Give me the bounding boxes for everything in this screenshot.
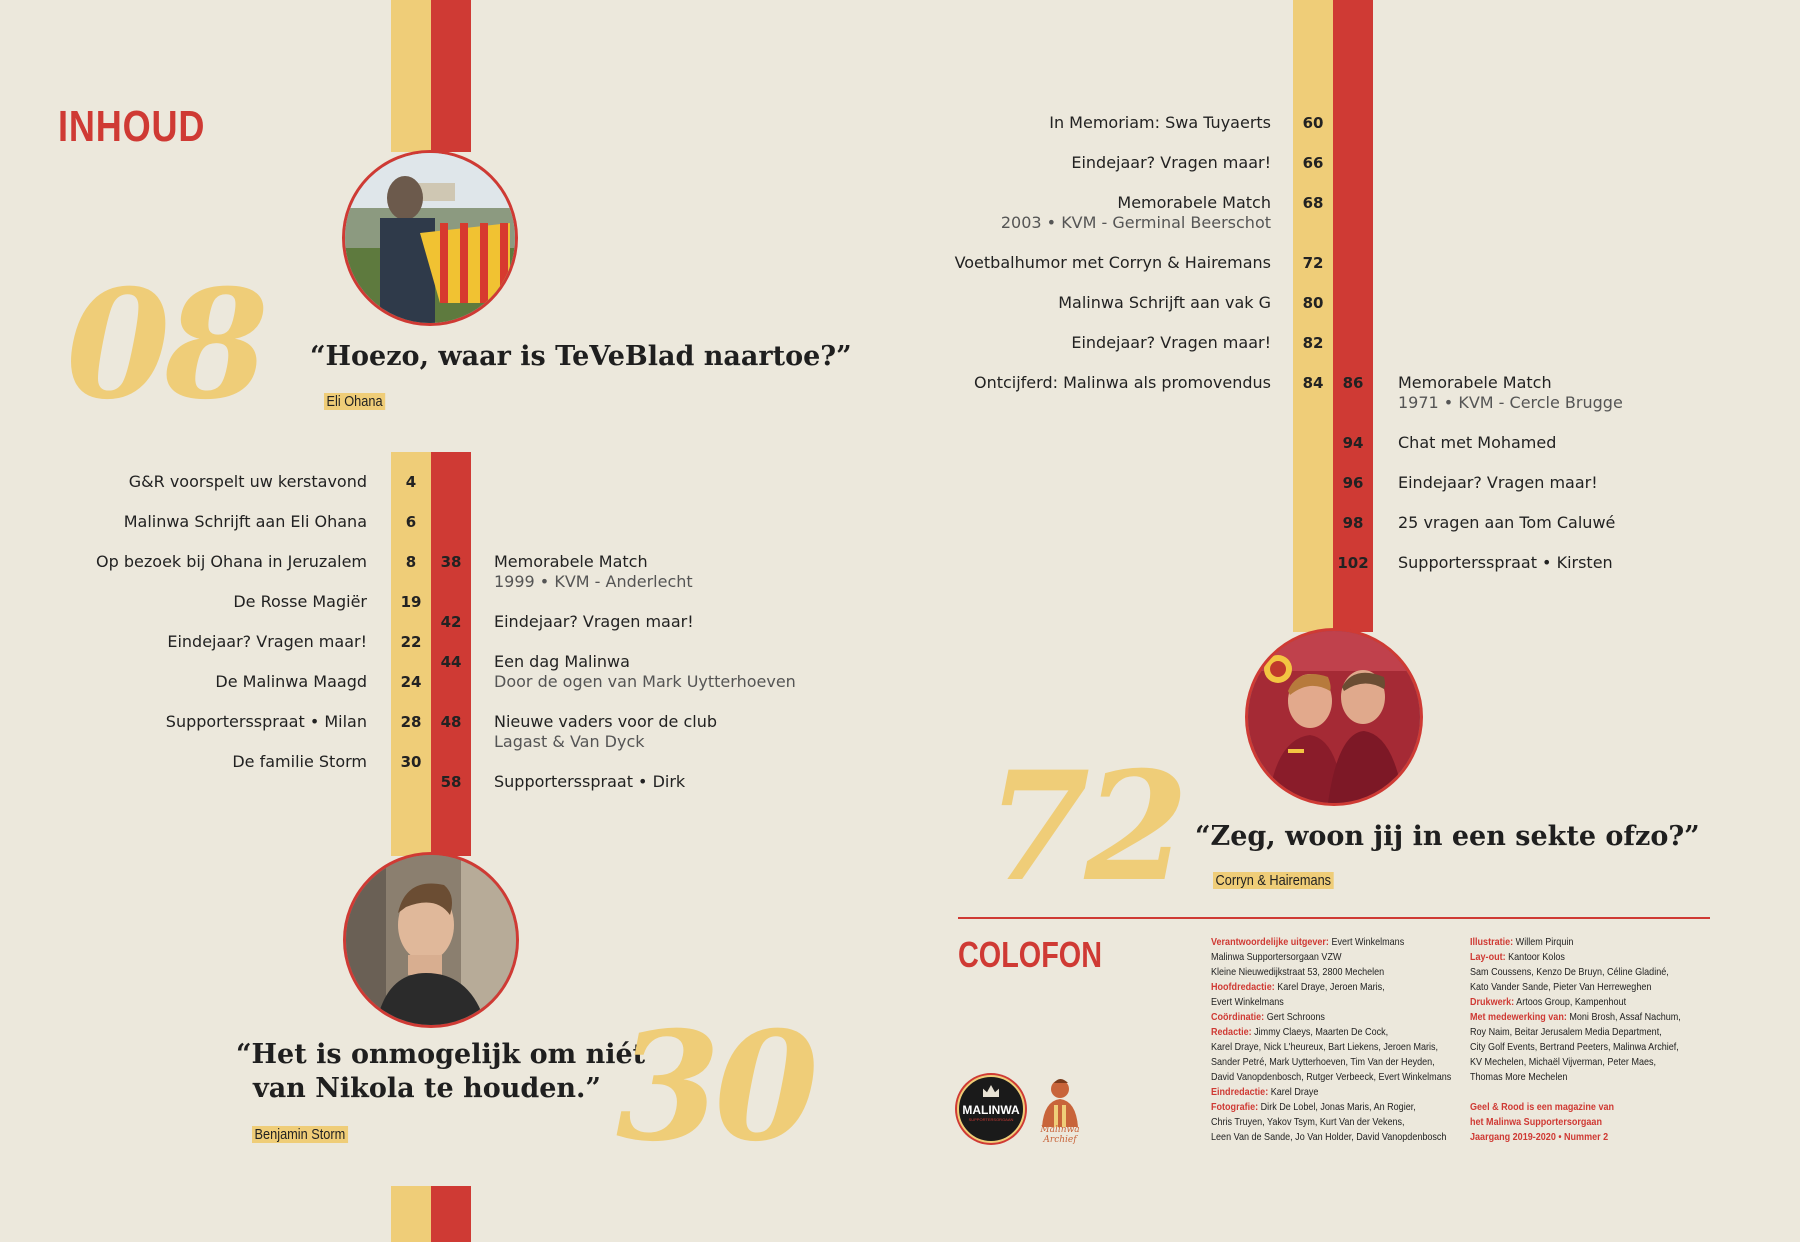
feature-byline-30: Benjamin Storm	[252, 1126, 348, 1143]
stripe-yellow-left-bottom	[391, 1186, 431, 1242]
toc-entry[interactable]	[1398, 513, 1615, 533]
malinwa-logo-subtext: SUPPORTERSORGAAN	[968, 1117, 1014, 1122]
credit-line: Roy Naim, Beitar Jerusalem Media Department,	[1470, 1026, 1662, 1038]
toc-entry-page[interactable]: 8	[405, 553, 417, 571]
toc-entry[interactable]	[1071, 153, 1271, 173]
credit-line: Chris Truyen, Yakov Tsym, Kurt Van der Vekens,	[1211, 1116, 1405, 1128]
archief-figure-icon	[1034, 1075, 1086, 1127]
stripe-yellow-right	[1293, 0, 1333, 632]
photo-eli-ohana	[342, 150, 518, 326]
toc-entry-title: 25 vragen aan Tom Caluwé	[1398, 513, 1616, 532]
credit-line: Evert Winkelmans	[1211, 996, 1284, 1008]
toc-entry-subtitle: 1971 • KVM - Cercle Brugge	[1398, 393, 1623, 412]
toc-entry[interactable]	[494, 612, 694, 632]
malinwa-archief-logo	[1034, 1075, 1086, 1145]
credit-line: Sander Petré, Mark Uytterhoeven, Tim Van der Heyden,	[1211, 1056, 1435, 1068]
toc-entry-page[interactable]: 98	[1342, 514, 1364, 532]
toc-entry-title: Eindejaar? Vragen maar!	[1071, 153, 1271, 172]
toc-entry-page[interactable]: 84	[1302, 374, 1324, 392]
toc-entry-title: Ontcijferd: Malinwa als promovendus	[973, 373, 1271, 392]
feature-number-08: 08	[66, 257, 263, 433]
toc-entry-page[interactable]: 94	[1342, 434, 1364, 452]
credit-line: City Golf Events, Bertrand Peeters, Malinwa Archief,	[1470, 1041, 1679, 1053]
feature-byline-72: Corryn & Hairemans	[1213, 872, 1334, 889]
toc-entry[interactable]	[494, 552, 693, 592]
toc-entry[interactable]	[494, 772, 685, 792]
toc-entry-page[interactable]: 80	[1302, 294, 1324, 312]
toc-entry-title: Eindejaar? Vragen maar!	[1071, 333, 1271, 352]
archief-logo-text-1: Malinwa	[1040, 1125, 1080, 1135]
toc-entry-title[interactable]: Malinwa Schrijft aan Eli Ohana	[123, 512, 367, 531]
photo-corryn-hairemans	[1245, 628, 1423, 806]
credit-line: Met medewerking van: Moni Brosh, Assaf Nachum,	[1470, 1011, 1681, 1023]
toc-entry[interactable]	[1001, 193, 1271, 233]
toc-entry-title: Eindejaar? Vragen maar!	[494, 612, 694, 631]
credit-line: Kleine Nieuwedijkstraat 53, 2800 Mechelen	[1211, 966, 1385, 978]
toc-entry-title[interactable]: De Malinwa Maagd	[215, 672, 367, 691]
feature-quote-08: “Hoezo, waar is TeVeBlad naartoe?”	[310, 341, 852, 372]
toc-entry-title: Memorabele Match	[494, 552, 648, 571]
malinwa-logo-text: MALINWA	[962, 1103, 1020, 1117]
toc-entry-subtitle: 2003 • KVM - Germinal Beerschot	[1000, 213, 1271, 232]
credit-line: Hoofdredactie: Karel Draye, Jeroen Maris,	[1211, 981, 1385, 993]
toc-entry-page[interactable]: 86	[1342, 374, 1364, 392]
credit-line: Kato Vander Sande, Pieter Van Herreweghen	[1470, 981, 1652, 993]
toc-entry-title: Supportersspraat • Dirk	[494, 772, 686, 791]
toc-entry-page[interactable]: 66	[1302, 154, 1324, 172]
toc-entry-subtitle: Lagast & Van Dyck	[494, 732, 645, 751]
stripe-yellow-left-top	[391, 0, 431, 152]
toc-entry-page[interactable]: 28	[400, 713, 422, 731]
feature-quote-30-line1: “Het is onmogelijk om niét	[236, 1039, 646, 1070]
toc-entry-title[interactable]: Supportersspraat • Milan	[165, 712, 367, 731]
credit-line: Sam Coussens, Kenzo De Bruyn, Céline Gladiné,	[1470, 966, 1669, 978]
footer-line: het Malinwa Supportersorgaan	[1470, 1116, 1602, 1128]
feature-number-30: 30	[616, 999, 813, 1175]
stripe-red-left-bottom	[431, 1186, 471, 1242]
feature-quote-30-line2: van Nikola te houden.”	[253, 1073, 601, 1104]
malinwa-logo	[957, 1075, 1025, 1143]
toc-entry-subtitle: 1999 • KVM - Anderlecht	[494, 572, 693, 591]
toc-entry-page[interactable]: 30	[400, 753, 422, 771]
toc-entry-page[interactable]: 24	[400, 673, 422, 691]
toc-entry-page[interactable]: 82	[1302, 334, 1324, 352]
credit-line: Illustratie: Willem Pirquin	[1470, 936, 1574, 948]
credit-line: Thomas More Mechelen	[1470, 1071, 1568, 1083]
toc-entry-title[interactable]: G&R voorspelt uw kerstavond	[128, 472, 367, 491]
toc-entry-page[interactable]: 6	[405, 513, 417, 531]
toc-entry-page[interactable]: 44	[440, 653, 462, 671]
toc-entry[interactable]	[1058, 293, 1271, 313]
toc-entry-title: Voetbalhumor met Corryn & Hairemans	[954, 253, 1271, 272]
malinwa-logo-crown-icon	[983, 1085, 999, 1097]
page-title: INHOUD	[58, 102, 206, 151]
toc-entry-title: Nieuwe vaders voor de club	[494, 712, 718, 731]
toc-entry-page[interactable]: 58	[440, 773, 462, 791]
toc-entry[interactable]	[494, 712, 717, 752]
colofon-column-2	[1470, 935, 1681, 1145]
stripe-red-right	[1333, 0, 1373, 632]
archief-logo-text-2: Archief	[1043, 1135, 1077, 1145]
colofon-title: COLOFON	[958, 934, 1102, 975]
feature-byline-08: Eli Ohana	[324, 393, 385, 410]
toc-entry-page[interactable]: 102	[1337, 554, 1369, 572]
toc-entry-title: Supportersspraat • Kirsten	[1398, 553, 1613, 572]
credit-line: Leen Van de Sande, Jo Van Holder, David Vanopdenbosch	[1211, 1131, 1447, 1143]
credit-line: Redactie: Jimmy Claeys, Maarten De Cock,	[1211, 1026, 1389, 1038]
toc-entry-subtitle: Door de ogen van Mark Uytterhoeven	[494, 672, 796, 691]
toc-entry-title: Eindejaar? Vragen maar!	[1398, 473, 1598, 492]
stripe-red-left-top	[431, 0, 471, 152]
feature-quote-72: “Zeg, woon jij in een sekte ofzo?”	[1195, 821, 1700, 852]
feature-number-72: 72	[986, 739, 1183, 915]
toc-entry-page[interactable]: 42	[440, 613, 462, 631]
toc-entry-page[interactable]: 48	[440, 713, 462, 731]
credit-line: Fotografie: Dirk De Lobel, Jonas Maris, An Rogier,	[1211, 1101, 1416, 1113]
toc-entry-title: In Memoriam: Swa Tuyaerts	[1049, 113, 1271, 132]
toc-entry-title[interactable]: Op bezoek bij Ohana in Jeruzalem	[96, 552, 367, 571]
toc-entry-title: Een dag Malinwa	[494, 652, 630, 671]
toc-entry-page[interactable]: 96	[1342, 474, 1364, 492]
credit-line: Malinwa Supportersorgaan VZW	[1211, 951, 1342, 963]
credit-line: Drukwerk: Artoos Group, Kampenhout	[1470, 996, 1627, 1008]
toc-entry-page[interactable]: 38	[440, 553, 462, 571]
credit-line: David Vanopdenbosch, Rutger Verbeeck, Evert Winkelmans	[1211, 1071, 1452, 1083]
toc-entry-page[interactable]: 72	[1302, 254, 1324, 272]
toc-entry-title[interactable]: De familie Storm	[232, 752, 367, 771]
toc-entry-title: Memorabele Match	[1117, 193, 1271, 212]
credit-line: KV Mechelen, Michaël Vijverman, Peter Maes,	[1470, 1056, 1657, 1068]
toc-entry-title[interactable]: Eindejaar? Vragen maar!	[167, 632, 367, 651]
colofon-divider	[958, 917, 1710, 919]
toc-entry[interactable]	[494, 652, 796, 692]
photo-benjamin-storm	[343, 852, 519, 1028]
credit-line: Karel Draye, Nick L'heureux, Bart Liekens, Jeroen Maris,	[1211, 1041, 1439, 1053]
toc-entry[interactable]	[955, 253, 1271, 273]
toc-entry-page[interactable]: 60	[1302, 114, 1324, 132]
toc-entry[interactable]	[1398, 473, 1598, 493]
credit-line: Eindredactie: Karel Draye	[1211, 1086, 1319, 1098]
footer-line: Geel & Rood is een magazine van	[1470, 1101, 1615, 1113]
credit-line: Coördinatie: Gert Schroons	[1211, 1011, 1325, 1023]
credit-line: Lay-out: Kantoor Kolos	[1470, 951, 1565, 963]
toc-entry[interactable]	[1049, 113, 1271, 133]
toc-entry-page[interactable]: 22	[400, 633, 422, 651]
toc-entry-page[interactable]: 19	[400, 593, 422, 611]
credit-line: Verantwoordelijke uitgever: Evert Winkelmans	[1211, 936, 1405, 948]
toc-entry[interactable]	[1398, 553, 1613, 573]
toc-entry[interactable]	[1071, 333, 1271, 353]
toc-entry[interactable]	[1398, 433, 1556, 453]
toc-entry-title: Memorabele Match	[1398, 373, 1552, 392]
toc-entry[interactable]	[974, 373, 1271, 393]
colofon-column-1	[1211, 935, 1451, 1145]
toc-entry-page[interactable]: 4	[405, 473, 417, 491]
footer-line: Jaargang 2019-2020 • Nummer 2	[1470, 1131, 1609, 1143]
toc-entry-title: Malinwa Schrijft aan vak G	[1058, 293, 1271, 312]
toc-entry-page[interactable]: 68	[1302, 194, 1324, 212]
toc-entry[interactable]	[1398, 373, 1623, 413]
toc-entry-title[interactable]: De Rosse Magiër	[233, 592, 367, 611]
toc-entry-title: Chat met Mohamed	[1398, 433, 1557, 452]
